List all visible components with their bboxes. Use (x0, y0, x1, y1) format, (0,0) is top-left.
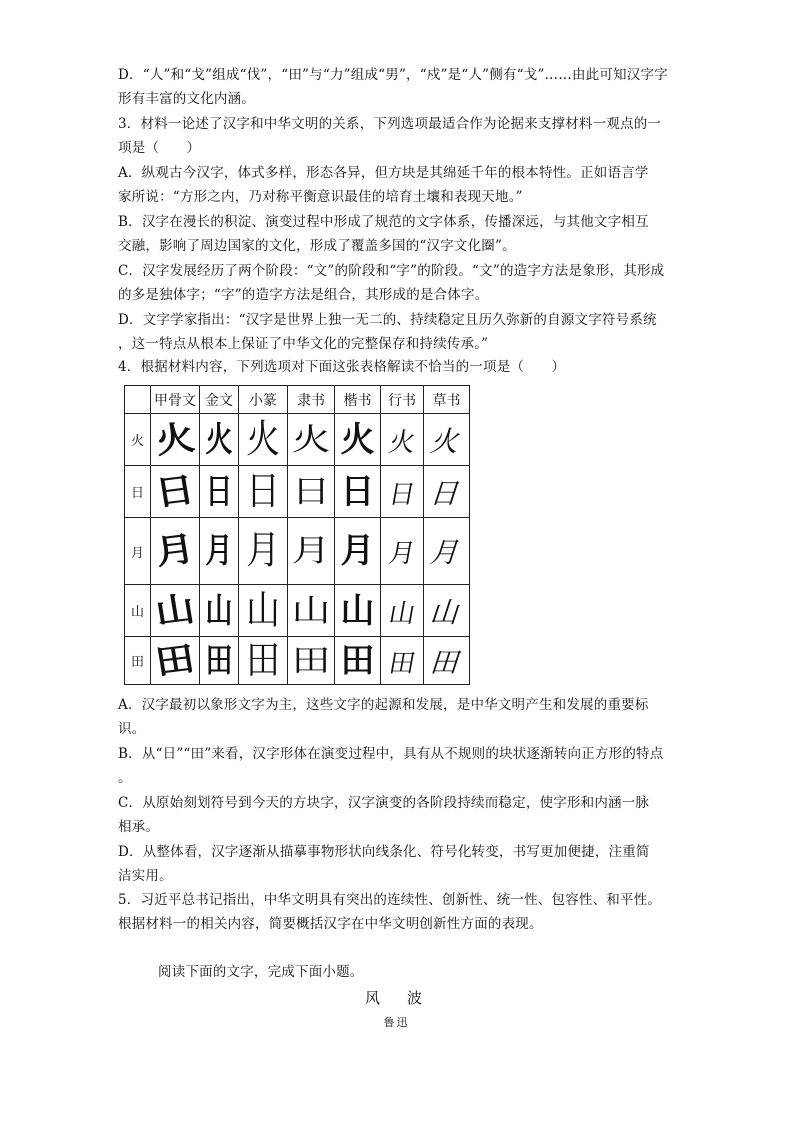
table-header-cell (125, 386, 151, 414)
row-label: 火 (125, 414, 151, 466)
glyph-cell (200, 518, 239, 585)
question-3-stem: 3．材料一论述了汉字和中华文明的关系，下列选项最适合作为论据来支撑材料一观点的一 (118, 116, 662, 132)
glyph-cell (335, 518, 381, 585)
glyph: 月 (246, 528, 280, 574)
glyph-cell (424, 414, 470, 466)
glyph-cell (239, 637, 288, 685)
glyph: 田 (386, 648, 418, 679)
glyph-cell (239, 466, 288, 518)
glyph: 田 (246, 637, 280, 684)
glyph: 月 (152, 528, 198, 574)
option-a: 识。 (118, 721, 146, 737)
table-header-cell: 行书 (381, 386, 424, 414)
glyph-cell (151, 466, 200, 518)
question-4-stem: 4．根据材料内容，下列选项对下面这张表格解读不恰当的一项是（ ） (118, 359, 566, 375)
glyph: 月 (427, 536, 467, 569)
glyph: 月 (205, 531, 233, 571)
glyph: 日 (205, 471, 233, 512)
glyph-cell (381, 585, 424, 637)
glyph: 田 (205, 640, 233, 681)
glyph: 日 (427, 476, 467, 510)
glyph-cell (239, 518, 288, 585)
glyph-cell (381, 466, 424, 518)
option-b: B．汉字在漫长的积淀、演变过程中形成了规范的文字体系，传播深远，与其他文字相互 (118, 214, 649, 230)
option-b: 。 (118, 770, 132, 786)
table-row (125, 518, 470, 585)
glyph: 山 (205, 590, 233, 631)
glyph: 山 (291, 592, 331, 629)
glyph: 火 (205, 419, 233, 460)
glyph-cell (335, 585, 381, 637)
table-header-cell: 甲骨文 (151, 386, 200, 414)
option-d: 洁实用。 (118, 868, 173, 884)
glyph-cell (288, 518, 335, 585)
glyph: 月 (340, 531, 375, 571)
glyph: 月 (386, 539, 418, 569)
text-line: 形有丰富的文化内涵。 (118, 91, 255, 107)
glyph: 月 (291, 533, 331, 569)
glyph: 日 (246, 468, 280, 515)
row-label: 田 (125, 637, 151, 685)
glyph-cell (151, 414, 200, 466)
glyph: 田 (291, 642, 331, 679)
glyph-cell (424, 637, 470, 685)
text-line: D．“人”和“戈”组成“伐”，“田”与“力”组成“男”，“戍”是“人”侧有“戈”……由此可知汉字字 (118, 67, 668, 83)
option-c: C．从原始刻划符号到今天的方块字，汉字演变的各阶段持续而稳定，使字形和内涵一脉 (118, 795, 650, 811)
table-row (125, 585, 470, 637)
row-label: 山 (125, 585, 151, 637)
glyph: 山 (386, 598, 418, 629)
glyph-cell (200, 585, 239, 637)
glyph: 火 (427, 424, 467, 458)
glyph: 日 (386, 479, 418, 510)
glyph: 火 (291, 421, 331, 458)
glyph: 山 (340, 590, 375, 631)
table-header-cell: 金文 (200, 386, 239, 414)
glyph: 火 (152, 417, 198, 462)
glyph: 田 (340, 640, 375, 681)
glyph: 山 (427, 595, 467, 629)
table-header-cell: 楷书 (335, 386, 381, 414)
glyph: 火 (340, 419, 375, 460)
glyph-cell (239, 585, 288, 637)
glyph-cell (151, 585, 200, 637)
glyph-cell (335, 414, 381, 466)
question-5-stem: 根据材料一的相关内容，简要概括汉字在中华文明创新性方面的表现。 (118, 916, 543, 932)
glyph-cell (151, 637, 200, 685)
glyph-cell (335, 466, 381, 518)
glyph-cell (288, 466, 335, 518)
glyph: 田 (427, 645, 467, 679)
glyph-cell (381, 637, 424, 685)
glyph-cell (200, 414, 239, 466)
glyph-cell (200, 466, 239, 518)
question-5-stem: 5．习近平总书记指出，中华文明具有突出的连续性、创新性、统一性、包容性、和平性。 (118, 892, 662, 908)
table-header-cell: 隶书 (288, 386, 335, 414)
glyph-cell (288, 585, 335, 637)
row-label: 日 (125, 466, 151, 518)
option-a: A．汉字最初以象形文字为主，这些文字的起源和发展，是中华文明产生和发展的重要标 (118, 697, 649, 713)
option-a: 家所说：“方形之内，乃对称平衡意识最佳的培育土壤和表现天地。” (118, 189, 523, 205)
question-3-stem: 项是（ ） (118, 140, 201, 156)
glyph: 山 (246, 587, 280, 634)
option-b: B．从“日”“田”来看，汉字形体在演变过程中，具有从不规则的块状逐渐转向正方形的特点 (118, 746, 664, 762)
option-b: 交融，影响了周边国家的文化，形成了覆盖多国的“汉字文化圈”。 (118, 238, 516, 254)
option-c: C．汉字发展经历了两个阶段：“文”的阶段和“字”的阶段。“文”的造字方法是象形，其形成 (118, 263, 665, 279)
glyph-cell (239, 414, 288, 466)
story-title: 风 波 (364, 989, 428, 1007)
table-row (125, 466, 470, 518)
glyph: 火 (386, 427, 418, 458)
option-a: A．纵观古今汉字，体式多样，形态各异，但方块是其绵延千年的根本特性。正如语言学 (118, 165, 649, 181)
option-d: D．从整体看，汉字逐渐从描摹事物形状向线条化、符号化转变，书写更加便捷，注重简 (118, 844, 650, 860)
option-c: 相承。 (118, 819, 160, 835)
table-header-cell: 草书 (424, 386, 470, 414)
character-evolution-table (124, 385, 470, 685)
glyph-cell (335, 637, 381, 685)
glyph-cell (200, 637, 239, 685)
glyph-cell (424, 466, 470, 518)
glyph-cell (381, 518, 424, 585)
glyph-cell (381, 414, 424, 466)
glyph: 日 (152, 469, 198, 514)
table-header-cell: 小篆 (239, 386, 288, 414)
option-c: 的多是独体字；“字”的造字方法是组合，其形成的是合体字。 (118, 287, 489, 303)
glyph-cell (424, 518, 470, 585)
reading-instruction: 阅读下面的文字，完成下面小题。 (158, 964, 364, 980)
glyph: 日 (340, 471, 375, 512)
story-author: 鲁迅 (383, 1016, 410, 1029)
table-row (125, 637, 470, 685)
glyph-cell (288, 637, 335, 685)
glyph: 日 (291, 473, 331, 510)
glyph: 山 (152, 588, 198, 633)
option-d: D．文字学家指出：“汉字是世界上独一无二的、持续稳定且历久弥新的自源文字符号系统 (118, 312, 657, 328)
glyph-cell (288, 414, 335, 466)
option-d: ，这一特点从根本上保证了中华文化的完整保存和持续传承。” (118, 336, 489, 352)
glyph: 田 (152, 638, 198, 683)
glyph: 火 (246, 416, 280, 463)
row-label: 月 (125, 518, 151, 585)
glyph-cell (151, 518, 200, 585)
table-row (125, 414, 470, 466)
table-header-row (125, 386, 470, 414)
glyph-cell (424, 585, 470, 637)
